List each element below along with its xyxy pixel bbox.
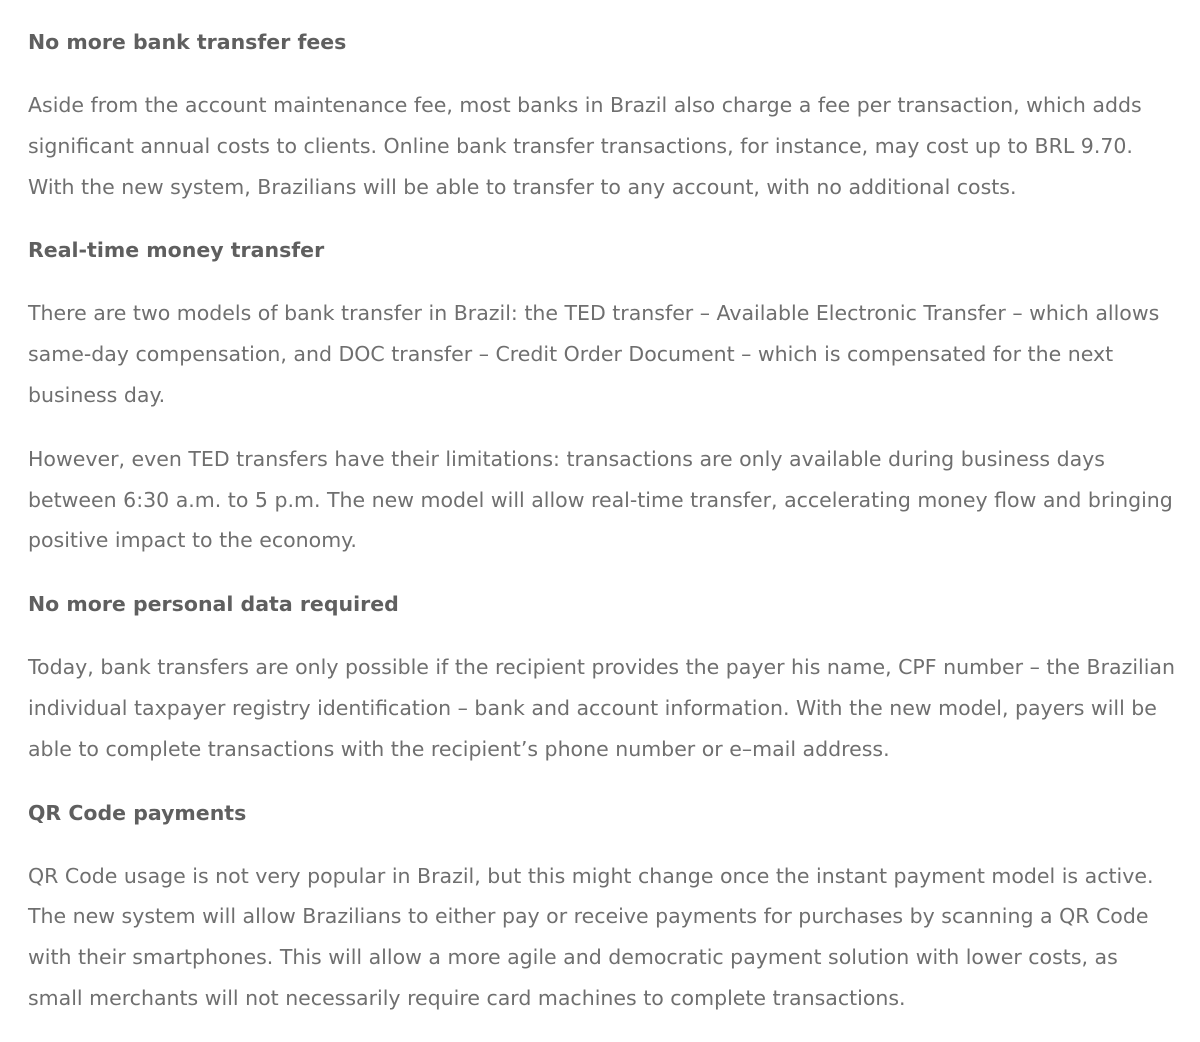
paragraph xyxy=(28,439,1178,561)
paragraph-line: small merchants will not necessarily require card machines to complete transactions. xyxy=(28,985,906,1010)
article-body xyxy=(28,22,1178,1042)
paragraph-line: There are two models of bank transfer in Brazil: the TED transfer – Available Electronic Transfer – which allows xyxy=(28,301,1160,326)
paragraph xyxy=(28,293,1178,415)
paragraph xyxy=(28,647,1178,769)
paragraph-line: same-day compensation, and DOC transfer – Credit Order Document – which is compensated for the next xyxy=(28,342,1114,367)
paragraph xyxy=(28,856,1178,1019)
paragraph-line: With the new system, Brazilians will be able to transfer to any account, with no additional costs. xyxy=(28,174,1017,199)
paragraph-line: significant annual costs to clients. Online bank transfer transactions, for instance, may cost up to BRL 9.70. xyxy=(28,133,1133,158)
paragraph-line: individual taxpayer registry identification – bank and account information. With the new model, payers will be xyxy=(28,695,1157,720)
section-heading: No more bank transfer fees xyxy=(28,30,347,54)
section-heading: QR Code payments xyxy=(28,800,247,825)
paragraph-line: between 6:30 a.m. to 5 p.m. The new model will allow real-time transfer, accelerating money flow and bringing xyxy=(28,487,1173,512)
paragraph-line: The new system will allow Brazilians to either pay or receive payments for purchases by scanning a QR Code xyxy=(28,904,1149,929)
paragraph-line: Today, bank transfers are only possible if the recipient provides the payer his name, CPF number – the Brazilian xyxy=(28,655,1175,680)
section-heading: Real-time money transfer xyxy=(28,238,325,263)
paragraph-line: Aside from the account maintenance fee, most banks in Brazil also charge a fee per transaction, which adds xyxy=(28,93,1142,117)
paragraph-line: able to complete transactions with the recipient’s phone number or e–mail address. xyxy=(28,736,890,761)
paragraph-line: However, even TED transfers have their limitations: transactions are only available during business days xyxy=(28,446,1105,471)
paragraph-line: business day. xyxy=(28,382,166,407)
paragraph-line: positive impact to the economy. xyxy=(28,528,357,553)
paragraph-line: with their smartphones. This will allow a more agile and democratic payment solution with lower costs, as xyxy=(28,945,1118,970)
section-heading: No more personal data required xyxy=(28,592,399,617)
paragraph xyxy=(28,85,1178,207)
paragraph-line: QR Code usage is not very popular in Brazil, but this might change once the instant payment model is active. xyxy=(28,863,1154,888)
